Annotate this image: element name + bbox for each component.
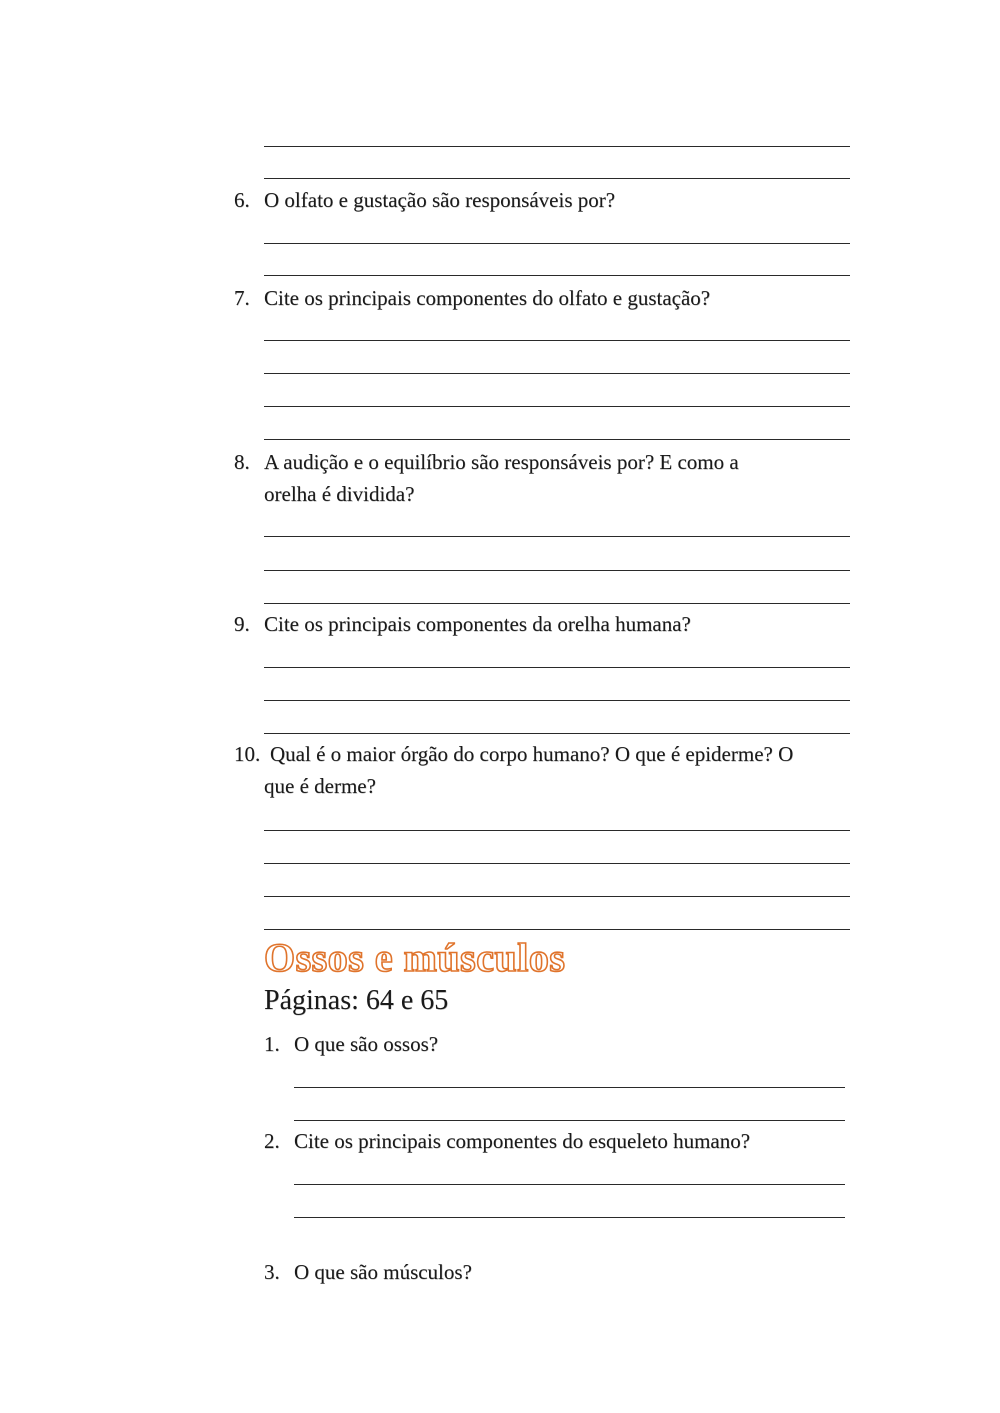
answer-line[interactable] bbox=[264, 340, 850, 341]
answer-line[interactable] bbox=[264, 406, 850, 407]
answer-line[interactable] bbox=[264, 146, 850, 147]
question-text-line-1: Qual é o maior órgão do corpo humano? O que é epiderme? O bbox=[270, 742, 794, 766]
question-8 bbox=[234, 446, 854, 510]
question-text: O olfato e gustação são responsáveis por? bbox=[264, 188, 616, 212]
answer-line[interactable] bbox=[264, 178, 850, 179]
section-title: Ossos e músculos bbox=[264, 935, 566, 980]
question-number: 7. bbox=[234, 286, 250, 310]
question-text: Cite os principais componentes do esqueleto humano? bbox=[294, 1129, 751, 1153]
answer-line[interactable] bbox=[264, 243, 850, 244]
answer-line[interactable] bbox=[294, 1120, 845, 1121]
question-text: Cite os principais componentes da orelha humana? bbox=[264, 612, 691, 636]
question-text: Cite os principais componentes do olfato e gustação? bbox=[264, 286, 711, 310]
question-10 bbox=[234, 738, 864, 802]
answer-line[interactable] bbox=[264, 603, 850, 604]
answer-line[interactable] bbox=[264, 896, 850, 897]
bones-question-3 bbox=[264, 1256, 854, 1288]
question-text: O que são músculos? bbox=[294, 1260, 472, 1284]
question-number: 1. bbox=[264, 1032, 280, 1056]
answer-line[interactable] bbox=[264, 439, 850, 440]
answer-line[interactable] bbox=[294, 1184, 845, 1185]
answer-line[interactable] bbox=[294, 1087, 845, 1088]
question-text-line-1: A audição e o equilíbrio são responsáveis por? E como a bbox=[264, 450, 739, 474]
question-text: O que são ossos? bbox=[294, 1032, 439, 1056]
answer-line[interactable] bbox=[264, 863, 850, 864]
answer-line[interactable] bbox=[264, 373, 850, 374]
question-7 bbox=[234, 282, 854, 314]
bones-question-2 bbox=[264, 1125, 854, 1157]
answer-line[interactable] bbox=[264, 536, 850, 537]
answer-line[interactable] bbox=[264, 570, 850, 571]
question-number: 6. bbox=[234, 188, 250, 212]
question-number: 2. bbox=[264, 1129, 280, 1153]
answer-line[interactable] bbox=[264, 700, 850, 701]
question-number: 8. bbox=[234, 450, 250, 474]
answer-line[interactable] bbox=[264, 830, 850, 831]
question-text-line-2: que é derme? bbox=[264, 774, 376, 798]
question-number: 9. bbox=[234, 612, 250, 636]
bones-question-1 bbox=[264, 1028, 854, 1060]
answer-line[interactable] bbox=[264, 667, 850, 668]
question-6 bbox=[234, 184, 854, 216]
question-number: 10. bbox=[234, 742, 261, 766]
answer-line[interactable] bbox=[264, 733, 850, 734]
answer-line[interactable] bbox=[264, 929, 850, 930]
question-number: 3. bbox=[264, 1260, 280, 1284]
answer-line[interactable] bbox=[264, 275, 850, 276]
answer-line[interactable] bbox=[294, 1217, 845, 1218]
pages-label: Páginas: 64 e 65 bbox=[264, 985, 449, 1016]
question-text-line-2: orelha é dividida? bbox=[264, 482, 415, 506]
question-9 bbox=[234, 608, 854, 640]
